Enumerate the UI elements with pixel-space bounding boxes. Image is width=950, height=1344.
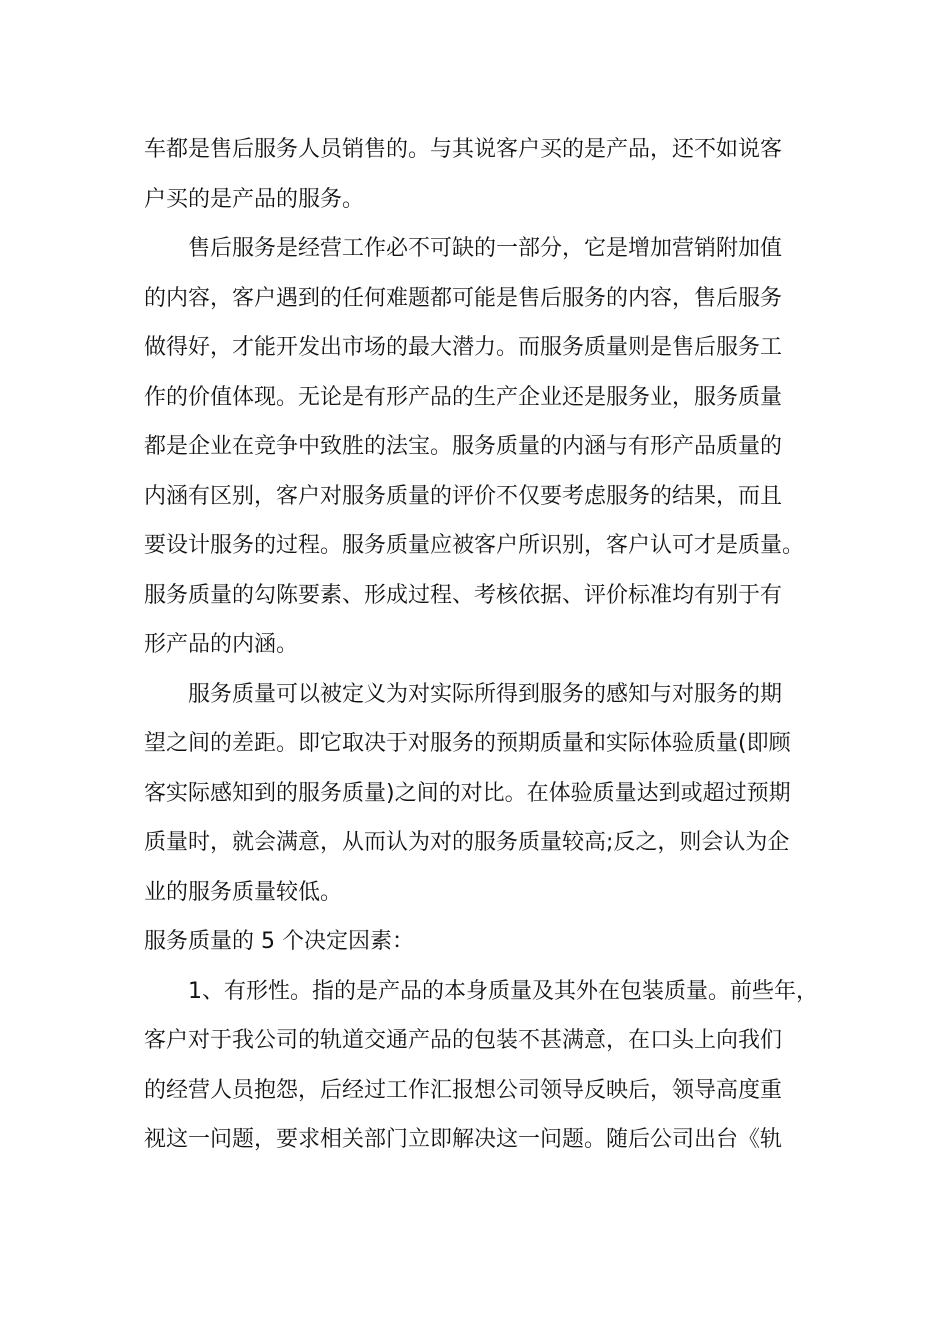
text-line: 质量时，就会满意，从而认为对的服务质量较高;反之，则会认为企 xyxy=(144,830,790,855)
text-line: 服务质量的勾陈要素、形成过程、考核依据、评价标准均有别于有 xyxy=(144,582,783,608)
text-line: 售后服务是经营工作必不可缺的一部分，它是增加营销附加值 xyxy=(188,236,783,261)
text-line: 都是企业在竞争中致胜的法宝。服务质量的内涵与有形产品质量的 xyxy=(144,434,783,459)
document-body xyxy=(144,125,824,1165)
text-line: 客实际感知到的服务质量)之间的对比。在体验质量达到或超过预期 xyxy=(144,780,791,806)
text-line: 形产品的内涵。 xyxy=(144,632,299,657)
text-line: 做得好，才能开发出市场的最大潜力。而服务质量则是售后服务工 xyxy=(144,335,783,360)
text-line: 1、有形性。指的是产品的本身质量及其外在包装质量。前些年， xyxy=(188,978,818,1004)
text-line: 作的价值体现。无论是有形产品的生产企业还是服务业，服务质量 xyxy=(144,384,783,410)
text-line: 户买的是产品的服务。 xyxy=(144,186,365,212)
text-line: 的经营人员抱怨，后经过工作汇报想公司领导反映后，领导高度重 xyxy=(144,1077,783,1103)
text-line: 服务质量可以被定义为对实际所得到服务的感知与对服务的期 xyxy=(188,681,783,707)
text-line: 视这一问题，要求相关部门立即解决这一问题。随后公司出台《轨 xyxy=(144,1127,783,1152)
text-line: 的内容，客户遇到的任何难题都可能是售后服务的内容，售后服务 xyxy=(144,285,783,311)
text-line: 望之间的差距。即它取决于对服务的预期质量和实际体验质量(即顾 xyxy=(144,731,791,756)
text-line: 内涵有区别，客户对服务质量的评价不仅要考虑服务的结果，而且 xyxy=(144,483,783,509)
text-line: 客户对于我公司的轨道交通产品的包装不甚满意，在口头上向我们 xyxy=(144,1028,783,1053)
text-line: 要设计服务的过程。服务质量应被客户所识别，客户认可才是质量。 xyxy=(144,533,805,558)
text-line: 业的服务质量较低。 xyxy=(144,879,343,905)
text-line: 服务质量的 5 个决定因素： xyxy=(144,929,414,954)
text-line: 车都是售后服务人员销售的。与其说客户买的是产品，还不如说客 xyxy=(144,137,783,162)
